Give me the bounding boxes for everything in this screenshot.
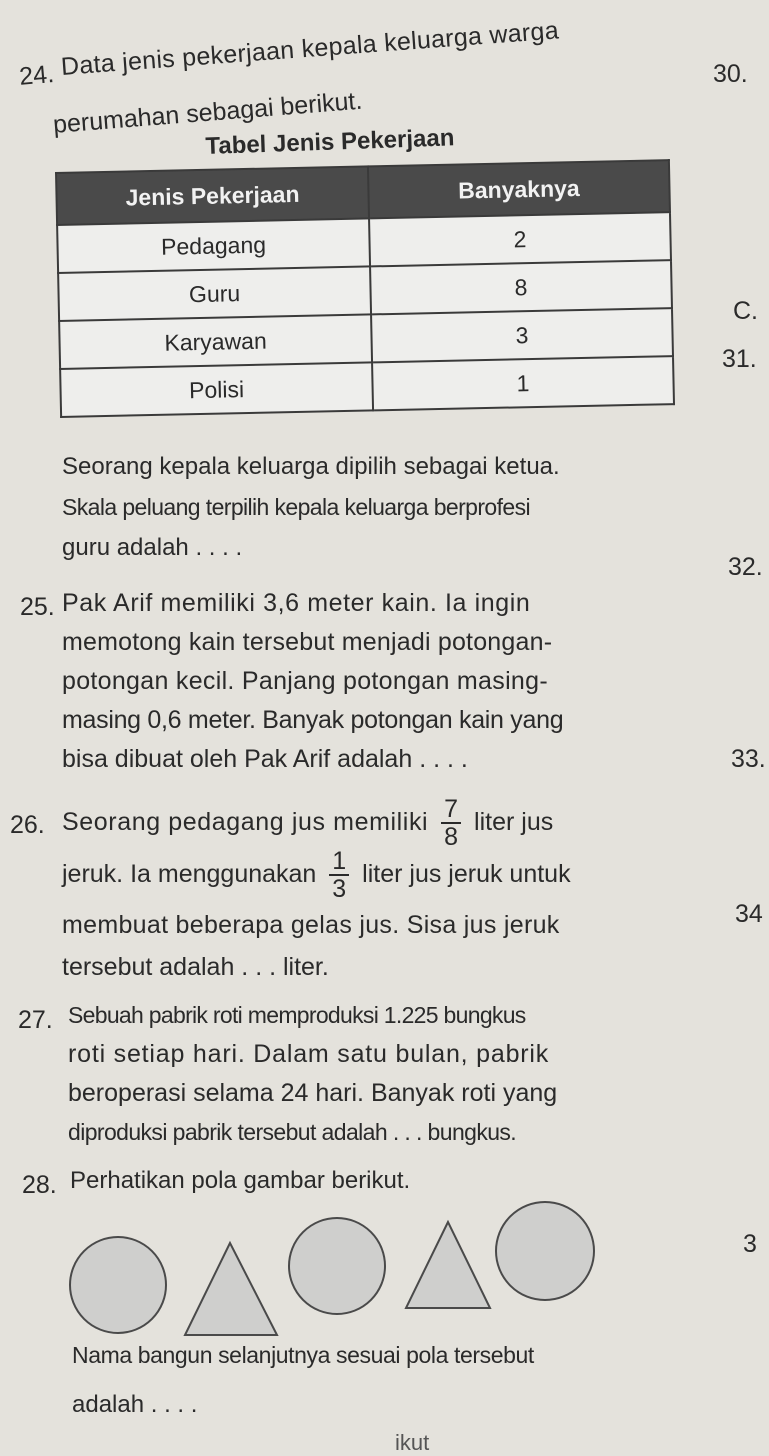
- cell-job: Guru: [58, 266, 371, 321]
- cell-job: Karyawan: [59, 314, 372, 369]
- header-banyaknya: Banyaknya: [368, 160, 670, 218]
- q26-number: 26.: [10, 811, 45, 839]
- side-number-35: 3: [743, 1230, 757, 1258]
- q28-line2: Nama bangun selanjutnya sesuai pola tersebut: [72, 1342, 534, 1368]
- side-number-34: 34: [735, 900, 763, 928]
- q26-line2: [62, 844, 571, 904]
- frac-denominator: 8: [444, 823, 459, 852]
- q28-line3: adalah . . . .: [72, 1391, 198, 1418]
- q27-text: [68, 1000, 557, 1147]
- bottom-fragment: ikut: [395, 1430, 430, 1455]
- cell-count: 3: [371, 308, 673, 362]
- q24-text2: Skala peluang terpilih kepala keluarga berprofesi: [62, 494, 530, 520]
- q27-number: 27.: [18, 1006, 53, 1034]
- cell-job: Polisi: [60, 362, 373, 417]
- q26-line3: membuat beberapa gelas jus. Sisa jus jeruk: [62, 911, 560, 939]
- pattern-triangle-1: [185, 1243, 277, 1335]
- cell-count: 1: [372, 356, 674, 410]
- pattern-circle-3: [496, 1202, 594, 1300]
- q26-line4: tersebut adalah . . . liter.: [62, 953, 329, 981]
- frac-numerator: 7: [441, 796, 461, 824]
- q24-line2: perumahan sebagai berikut.: [52, 86, 364, 139]
- fraction-one-third: [329, 848, 349, 902]
- cell-job: Pedagang: [57, 218, 370, 273]
- pattern-circle-1: [70, 1237, 166, 1333]
- table-title: Tabel Jenis Pekerjaan: [205, 124, 455, 160]
- frac-denominator: 3: [332, 875, 347, 904]
- cell-count: 2: [369, 212, 671, 266]
- q25-line: potongan kecil. Panjang potongan masing-: [62, 667, 548, 695]
- q26-part4: liter jus jeruk untuk: [362, 860, 571, 888]
- side-number-31: 31.: [722, 345, 757, 373]
- job-table: [55, 159, 675, 418]
- q24-text1: Seorang kepala keluarga dipilih sebagai ketua.: [62, 453, 560, 480]
- side-number-30: 30.: [713, 60, 748, 88]
- q25-line: Pak Arif memiliki 3,6 meter kain. Ia ingin: [62, 589, 531, 617]
- q24-text3: guru adalah . . . .: [62, 534, 243, 561]
- q24-line1: Data jenis pekerjaan kepala keluarga warga: [60, 16, 560, 81]
- header-jenis-pekerjaan: Jenis Pekerjaan: [56, 166, 369, 225]
- q24-number: 24.: [18, 59, 56, 91]
- q25-line: memotong kain tersebut menjadi potongan-: [62, 628, 553, 656]
- q26-line1: [62, 792, 553, 852]
- q27-line: beroperasi selama 24 hari. Banyak roti yang: [68, 1079, 558, 1107]
- cell-count: 8: [370, 260, 672, 314]
- pattern-circle-2: [289, 1218, 385, 1314]
- q25-line: masing 0,6 meter. Banyak potongan kain yang: [62, 706, 564, 734]
- fraction-seven-eighths: [441, 796, 461, 850]
- side-number-33: 33.: [731, 745, 766, 773]
- q25-text: [62, 588, 563, 774]
- q28-number: 28.: [22, 1171, 57, 1199]
- q26-part2: liter jus: [474, 808, 554, 836]
- side-number-32: 32.: [728, 553, 763, 581]
- q28-line1: Perhatikan pola gambar berikut.: [70, 1167, 411, 1194]
- q25-line: bisa dibuat oleh Pak Arif adalah . . . .: [62, 745, 468, 773]
- q26-part1: Seorang pedagang jus memiliki: [62, 808, 429, 836]
- pattern-triangle-2: [406, 1222, 490, 1308]
- q27-line: Sebuah pabrik roti memproduksi 1.225 bungkus: [68, 1002, 526, 1028]
- q26-part3: jeruk. Ia menggunakan: [62, 860, 317, 888]
- q27-line: roti setiap hari. Dalam satu bulan, pabrik: [68, 1040, 550, 1068]
- side-option-c: C.: [733, 297, 758, 325]
- frac-numerator: 1: [329, 848, 349, 876]
- q27-line: diproduksi pabrik tersebut adalah . . . bungkus.: [68, 1119, 517, 1145]
- q25-number: 25.: [20, 593, 55, 621]
